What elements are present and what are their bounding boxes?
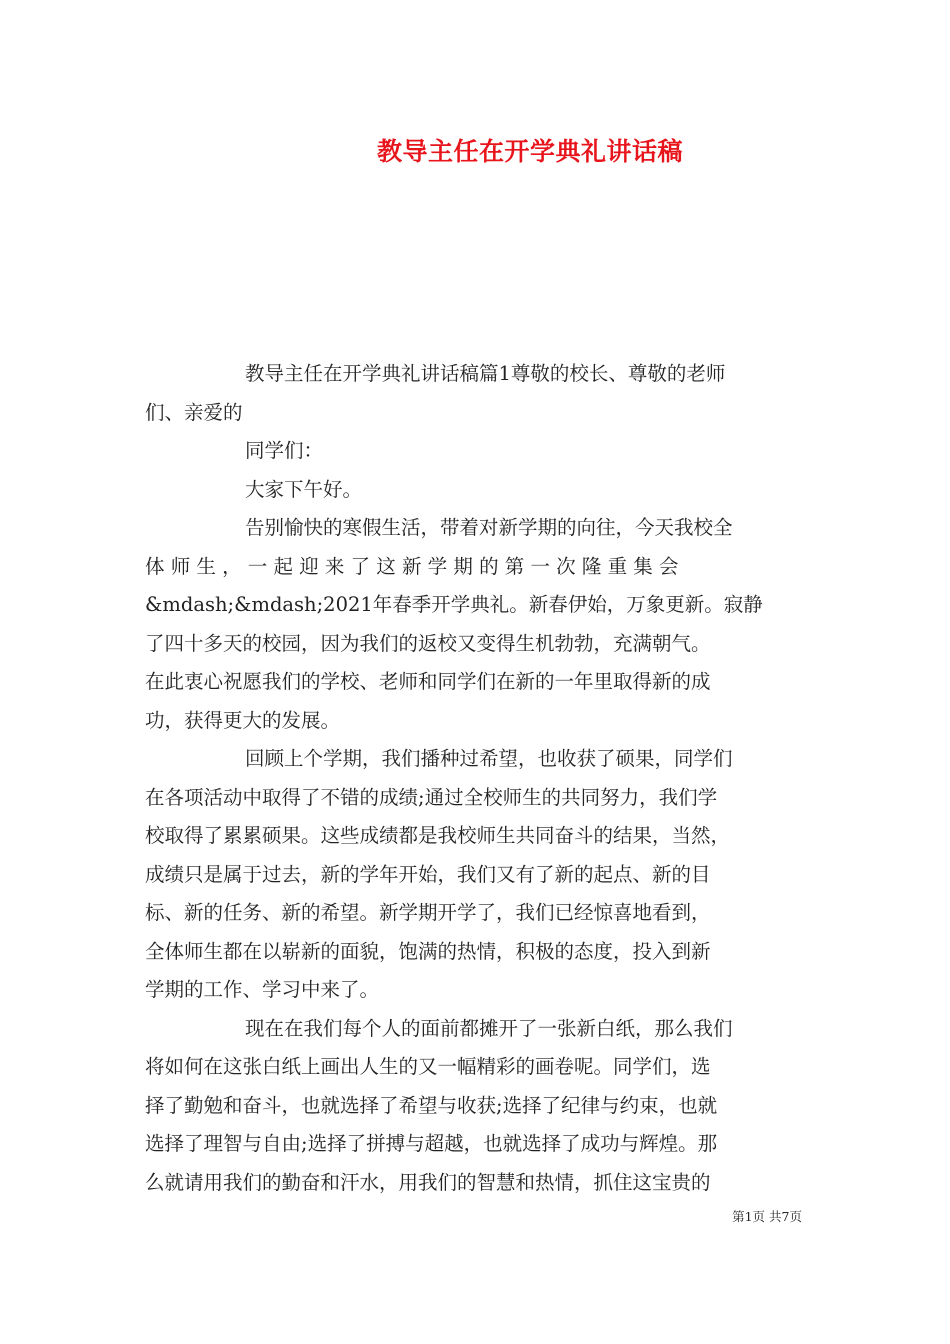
text-line: 体 师 生 ， 一 起 迎 来 了 这 新 学 期 的 第 一 次 隆 重 集 会 (145, 554, 679, 578)
text-line: 选择了理智与自由;选择了拼搏与超越，也就选择了成功与辉煌。那 (145, 1132, 718, 1155)
text-line: 在此衷心祝愿我们的学校、老师和同学们在新的一年里取得新的成 (145, 670, 711, 693)
text-line: 同学们： (245, 439, 324, 462)
text-line: 全体师生都在以崭新的面貌，饱满的热情，积极的态度，投入到新 (145, 939, 711, 963)
text-line: 标、新的任务、新的希望。新学期开学了，我们已经惊喜地看到， (145, 901, 711, 924)
text-line: 大家下午好。 (245, 477, 363, 501)
text-line: 择了勤勉和奋斗，也就选择了希望与收获;选择了纪律与约束，也就 (145, 1093, 718, 1117)
text-line: 功，获得更大的发展。 (145, 708, 341, 732)
text-line: 现在在我们每个人的面前都摊开了一张新白纸，那么我们 (245, 1016, 733, 1040)
text-line: 将如何在这张白纸上画出人生的又一幅精彩的画卷呢。同学们，选 (145, 1055, 711, 1078)
document-title: 教导主任在开学典礼讲话稿 (376, 137, 683, 166)
text-line: 回顾上个学期，我们播种过希望，也收获了硕果，同学们 (245, 747, 733, 770)
text-line: 在各项活动中取得了不错的成绩;通过全校师生的共同努力，我们学 (145, 785, 718, 809)
text-line: 学期的工作、学习中来了。 (145, 978, 380, 1001)
text-line: 了四十多天的校园，因为我们的返校又变得生机勃勃，充满朝气。 (145, 631, 711, 655)
text-line: 们、亲爱的 (145, 400, 243, 424)
text-line: 么就请用我们的勤奋和汗水，用我们的智慧和热情，抓住这宝贵的 (145, 1170, 711, 1194)
text-line: 成绩只是属于过去，新的学年开始，我们又有了新的起点、新的目 (145, 862, 711, 886)
page-number: 第1页 共7页 (732, 1209, 802, 1224)
text-line: &mdash;&mdash;2021年春季开学典礼。新春伊始，万象更新。寂静 (145, 593, 763, 616)
text-line: 告别愉快的寒假生活，带着对新学期的向往，今天我校全 (245, 516, 733, 539)
text-line: 教导主任在开学典礼讲话稿篇1尊敬的校长、尊敬的老师 (245, 362, 726, 385)
text-line: 校取得了累累硕果。这些成绩都是我校师生共同奋斗的结果，当然， (145, 824, 731, 847)
document-body (145, 355, 825, 1202)
